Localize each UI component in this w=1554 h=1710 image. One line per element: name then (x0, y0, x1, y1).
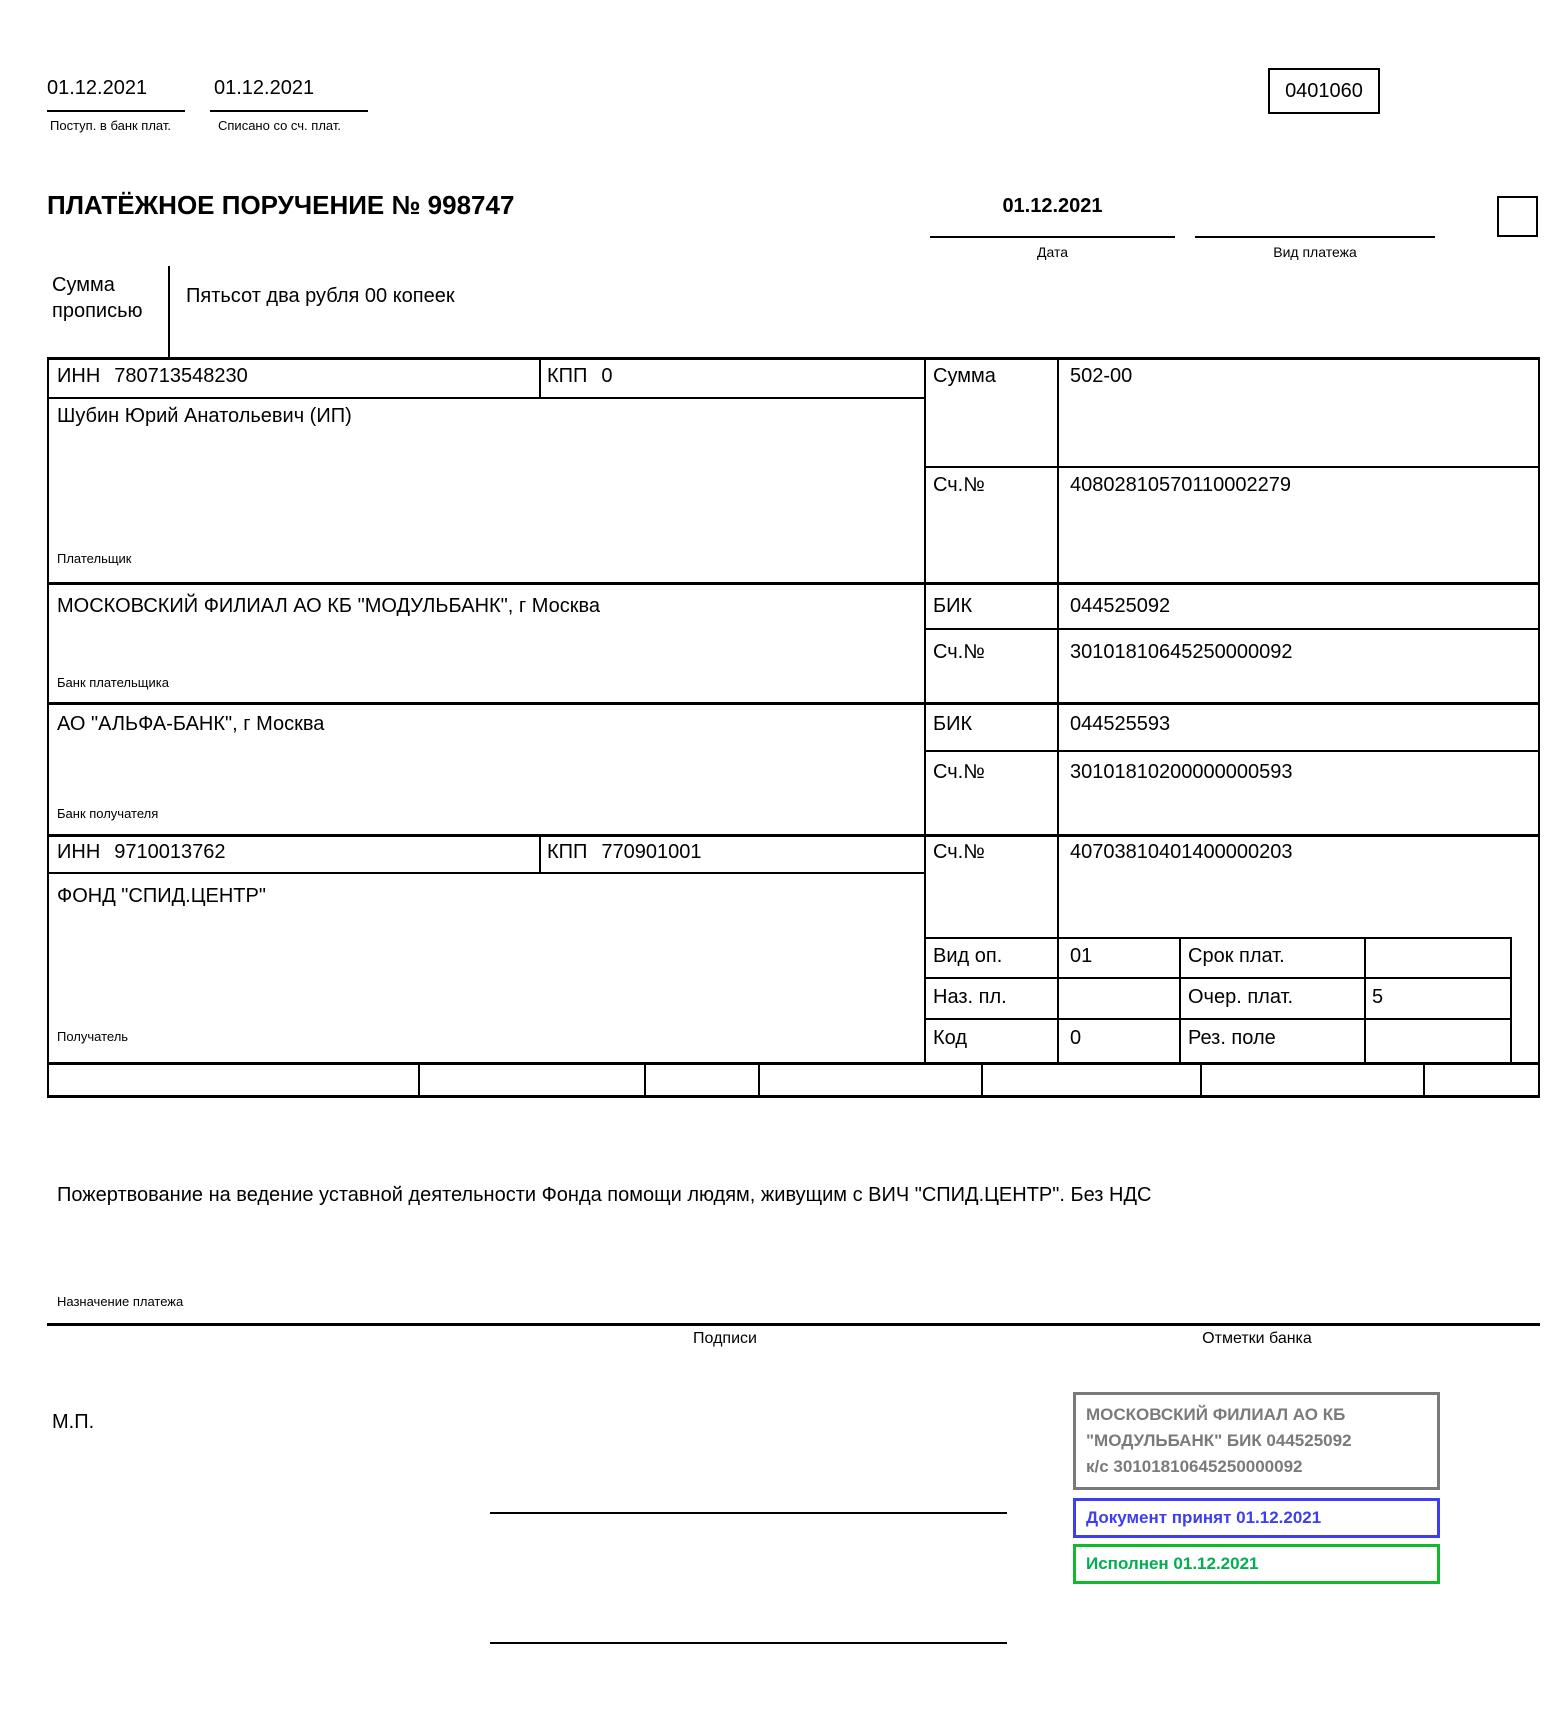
payee-bank-bik-value: 044525593 (1070, 713, 1171, 735)
table-border (924, 1018, 1512, 1020)
received-date-underline (47, 110, 185, 112)
payee-inn-value: 9710013762 (114, 841, 226, 863)
payer-bank-account-label: Сч.№ (933, 641, 985, 663)
due-date-label: Срок плат. (1188, 945, 1285, 967)
debited-date-label: Списано со сч. плат. (218, 118, 341, 133)
bank-marks-label: Отметки банка (1202, 1330, 1312, 1347)
op-type-label: Вид оп. (933, 945, 1003, 967)
doc-date-label: Дата (1036, 244, 1068, 260)
payee-kpp-label: КПП (547, 841, 588, 863)
table-border (418, 1065, 420, 1095)
payer-inn-row (57, 364, 248, 388)
table-border (47, 1062, 1540, 1065)
table-border (1538, 357, 1540, 1095)
payer-bank-section-label: Банк плательщика (57, 675, 169, 690)
payee-bank-section-label: Банк получателя (57, 806, 159, 821)
payee-bank-account-label: Сч.№ (933, 761, 985, 783)
table-border (758, 1065, 760, 1095)
payee-inn-row (57, 840, 226, 864)
purpose-code-label: Наз. пл. (933, 986, 1007, 1008)
payee-account-label: Сч.№ (933, 841, 985, 863)
payer-bank-bik-value: 044525092 (1070, 595, 1171, 617)
signature-line (490, 1642, 1007, 1644)
bank-stamp-box (1073, 1392, 1440, 1490)
payer-bank-name: МОСКОВСКИЙ ФИЛИАЛ АО КБ "МОДУЛЬБАНК", г Москва (57, 595, 601, 617)
table-border (539, 357, 541, 399)
doc-date-value: 01.12.2021 (1002, 195, 1103, 217)
priority-value: 5 (1372, 986, 1384, 1008)
received-date-value: 01.12.2021 (47, 77, 148, 99)
payer-account-label: Сч.№ (933, 474, 985, 496)
table-border (1179, 937, 1181, 1064)
table-border (1200, 1065, 1202, 1095)
accepted-stamp-box: Документ принят 01.12.2021 (1073, 1498, 1440, 1538)
table-border (1057, 357, 1059, 1062)
page-title: ПЛАТЁЖНОЕ ПОРУЧЕНИЕ № 998747 (47, 190, 515, 220)
payer-section-label: Плательщик (57, 551, 132, 566)
table-border (1364, 937, 1366, 1064)
purpose-text: Пожертвование на ведение уставной деятельности Фонда помощи людям, живущим с ВИЧ "СПИД.ЦЕНТР". Без НДС (57, 1184, 1152, 1206)
payment-kind-underline (1195, 236, 1435, 238)
payer-bank-account-value: 30101810645250000092 (1070, 641, 1293, 663)
payee-account-value: 40703810401400000203 (1070, 841, 1293, 863)
table-border (47, 357, 49, 1095)
table-border (47, 1095, 1540, 1098)
reserve-field-label: Рез. поле (1188, 1027, 1276, 1049)
table-border (644, 1065, 646, 1095)
table-border (539, 834, 541, 874)
payer-kpp-label: КПП (547, 365, 588, 387)
table-border (981, 1065, 983, 1095)
payee-inn-label: ИНН (57, 841, 101, 863)
code-label: Код (933, 1027, 968, 1049)
stamp-place-label: М.П. (52, 1411, 95, 1433)
payee-name: ФОНД "СПИД.ЦЕНТР" (57, 885, 266, 907)
table-border (47, 834, 1540, 837)
signature-line (490, 1512, 1007, 1514)
table-border (47, 702, 1540, 705)
amount-words-label: Сумма прописью (52, 274, 143, 322)
table-border (1423, 1065, 1425, 1095)
amount-value: 502-00 (1070, 365, 1133, 387)
table-border (924, 357, 926, 1062)
received-date-label: Поступ. в банк плат. (50, 118, 172, 133)
purpose-section-label: Назначение платежа (57, 1294, 184, 1309)
payee-bank-bik-label: БИК (933, 713, 973, 735)
payee-kpp-row (547, 840, 702, 864)
table-border (926, 750, 1538, 752)
doc-date-underline (930, 236, 1175, 238)
table-border (1510, 937, 1512, 1064)
form-code-box: 0401060 (1268, 68, 1380, 114)
payment-kind-label: Вид платежа (1273, 244, 1357, 260)
code-value: 0 (1070, 1027, 1082, 1049)
payment-kind-checkbox (1497, 196, 1538, 237)
table-border (47, 582, 1540, 585)
debited-date-underline (210, 110, 368, 112)
payer-kpp-row (547, 364, 613, 388)
payer-kpp-value: 0 (601, 365, 613, 387)
op-type-value: 01 (1070, 945, 1093, 967)
bank-stamp-line1: МОСКОВСКИЙ ФИЛИАЛ АО КБ (1086, 1405, 1346, 1424)
payer-account-value: 40802810570110002279 (1070, 474, 1291, 496)
table-border (47, 872, 926, 874)
signatures-label: Подписи (693, 1330, 757, 1347)
table-border (47, 397, 926, 399)
payer-inn-value: 780713548230 (114, 365, 248, 387)
payer-inn-label: ИНН (57, 365, 101, 387)
table-border (47, 357, 1540, 360)
priority-label: Очер. плат. (1188, 986, 1294, 1008)
payee-kpp-value: 770901001 (601, 841, 702, 863)
amount-words-divider (168, 266, 170, 357)
debited-date-value: 01.12.2021 (214, 77, 315, 99)
payee-section-label: Получатель (57, 1029, 129, 1044)
executed-stamp-box: Исполнен 01.12.2021 (1073, 1544, 1440, 1584)
amount-words-value: Пятьсот два рубля 00 копеек (186, 285, 455, 307)
table-border (924, 937, 1512, 939)
bank-stamp-line2: "МОДУЛЬБАНК" БИК 044525092 (1086, 1431, 1352, 1450)
payer-name: Шубин Юрий Анатольевич (ИП) (57, 405, 352, 427)
payee-bank-account-value: 30101810200000000593 (1070, 761, 1293, 783)
bank-stamp-line3: к/с 30101810645250000092 (1086, 1457, 1303, 1476)
table-border (926, 466, 1538, 468)
amount-label: Сумма (933, 365, 996, 387)
table-border (924, 977, 1512, 979)
table-border (926, 628, 1538, 630)
payer-bank-bik-label: БИК (933, 595, 973, 617)
payee-bank-name: АО "АЛЬФА-БАНК", г Москва (57, 713, 325, 735)
table-border (47, 1323, 1540, 1326)
